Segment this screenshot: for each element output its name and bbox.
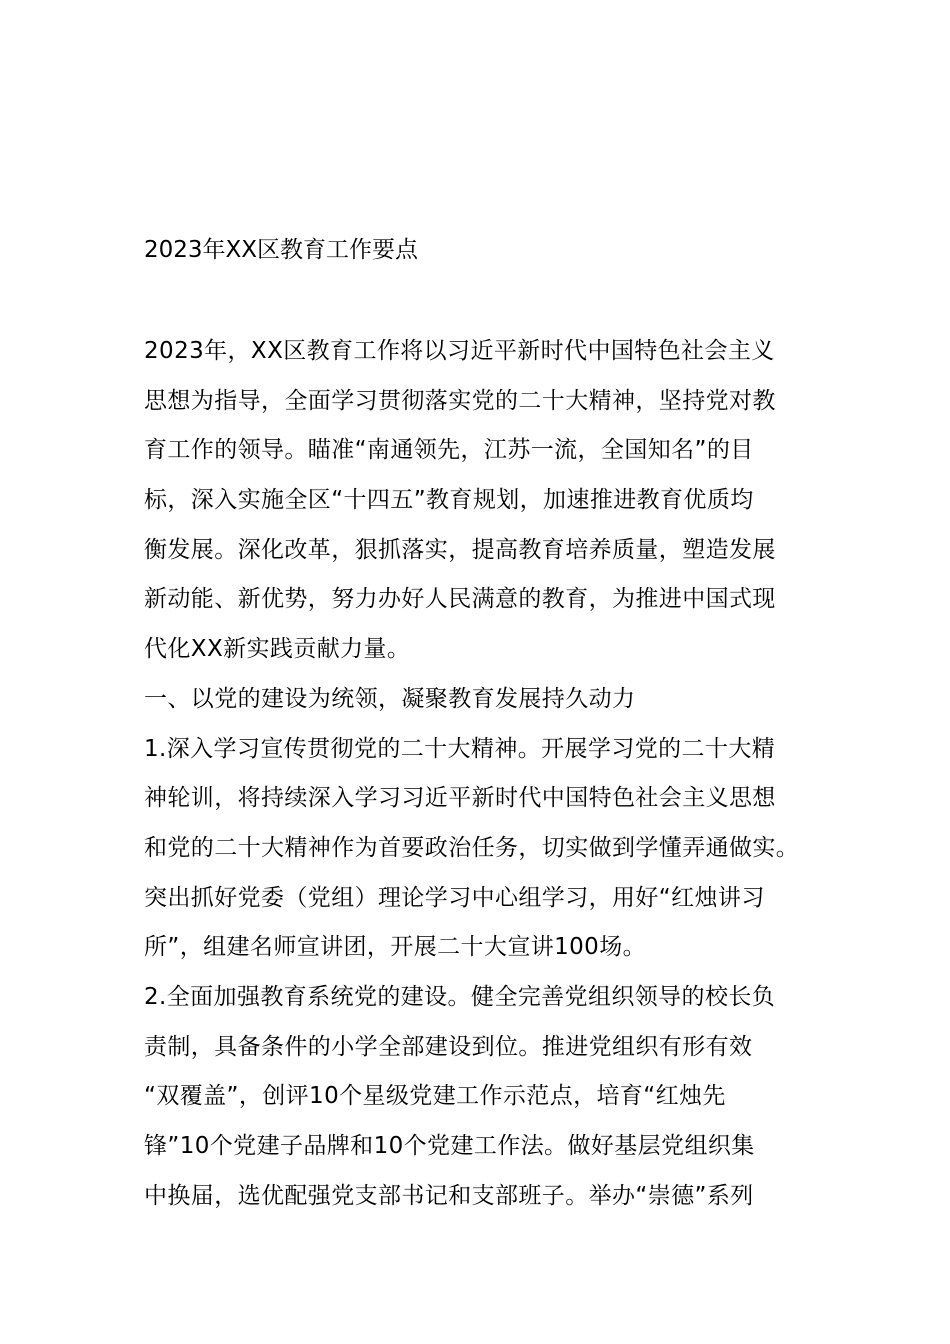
body-line: 新动能、新优势，努力办好人民满意的教育，为推进中国式现 (144, 586, 776, 613)
body-line: 神轮训，将持续深入学习习近平新时代中国特色社会主义思想 (144, 785, 776, 812)
body-line: 育工作的领导。瞄准“南通领先，江苏一流，全国知名”的目 (144, 437, 754, 464)
section-heading: 一、以党的建设为统领，凝聚教育发展持久动力 (144, 685, 636, 712)
body-line: “双覆盖”，创评10个星级党建工作示范点，培育“红烛先 (144, 1083, 726, 1110)
body-line: 2.全面加强教育系统党的建设。健全完善党组织领导的校长负 (144, 983, 776, 1010)
body-line: 2023年，XX区教育工作将以习近平新时代中国特色社会主义 (144, 338, 775, 364)
body-line: 所”，组建名师宣讲团，开展二十大宣讲100场。 (144, 934, 647, 961)
body-line: 责制，具备条件的小学全部建设到位。推进党组织有形有效 (144, 1033, 753, 1060)
body-line: 标，深入实施全区“十四五”教育规划，加速推进教育优质均 (144, 487, 754, 514)
body-line: 和党的二十大精神作为首要政治任务，切实做到学懂弄通做实。 (144, 834, 800, 861)
body-line: 锋”10个党建子品牌和10个党建工作法。做好基层党组织集 (144, 1133, 755, 1159)
body-line: 突出抓好党委（党组）理论学习中心组学习，用好“红烛讲习 (144, 884, 765, 911)
body-line: 衡发展。深化改革，狠抓落实，提高教育培养质量，塑造发展 (144, 536, 776, 563)
body-line: 中换届，选优配强党支部书记和支部班子。举办“崇德”系列 (144, 1182, 754, 1209)
body-line: 代化XX新实践贡献力量。 (144, 636, 411, 663)
body-line: 1.深入学习宣传贯彻党的二十大精神。开展学习党的二十大精 (144, 735, 776, 762)
body-line: 思想为指导，全面学习贯彻落实党的二十大精神，坚持党对教 (144, 387, 776, 414)
document-title: 2023年XX区教育工作要点 (144, 237, 419, 263)
document-body (144, 333, 824, 1227)
